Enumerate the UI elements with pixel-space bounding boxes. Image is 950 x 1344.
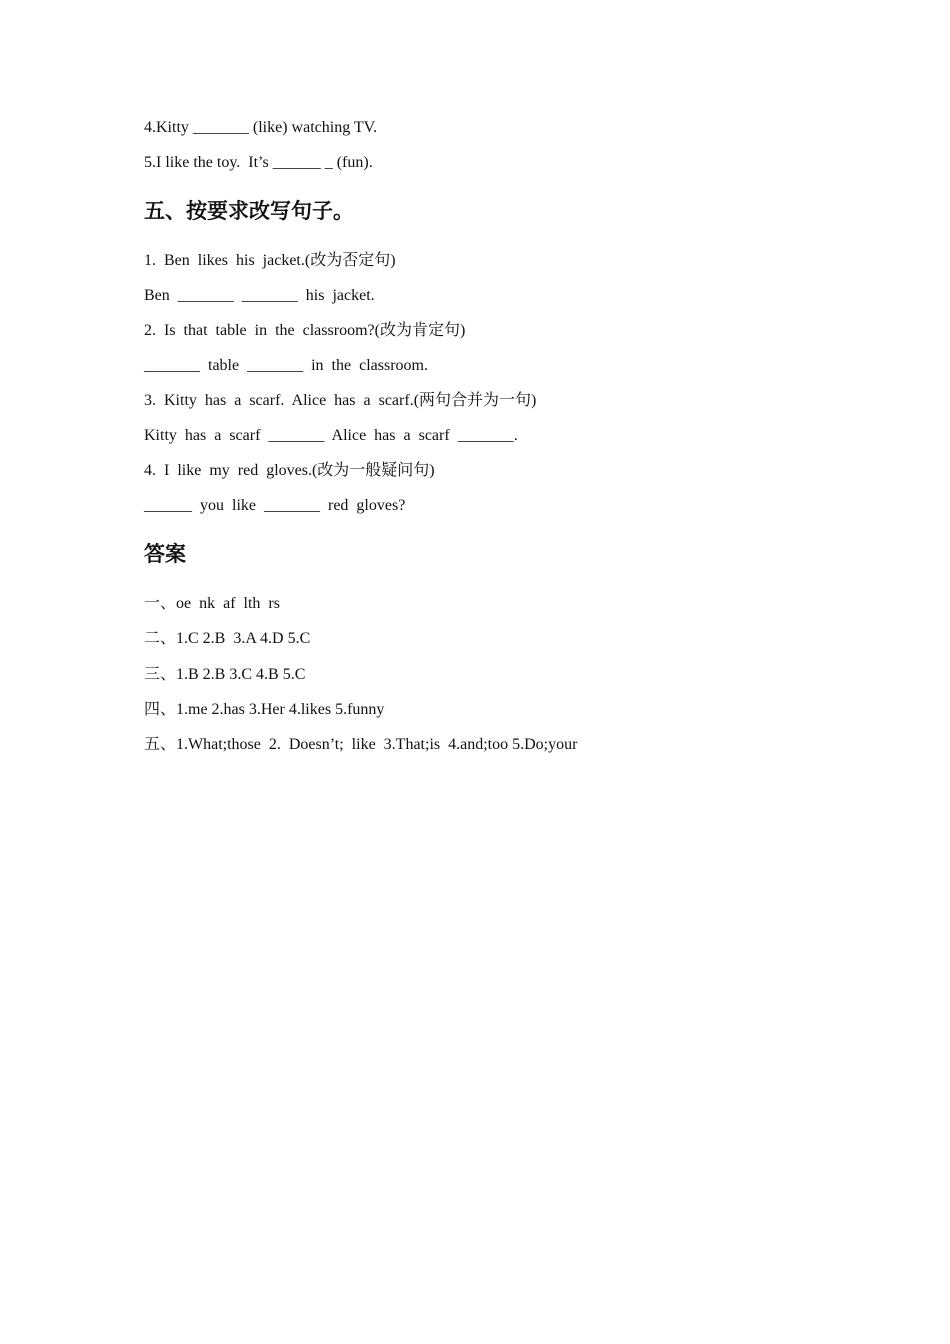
exercise-item-4: 4.Kitty _______ (like) watching TV.: [144, 119, 378, 136]
answer-key-section-1: 一、oe nk af lth rs: [144, 595, 280, 612]
rewrite-question-1: 1. Ben likes his jacket.(改为否定句): [144, 252, 396, 269]
rewrite-answer-line-4: ______ you like _______ red gloves?: [144, 497, 406, 514]
rewrite-question-4: 4. I like my red gloves.(改为一般疑问句): [144, 462, 435, 479]
rewrite-question-3: 3. Kitty has a scarf. Alice has a scarf.(两句合并为一句): [144, 392, 537, 409]
answer-key-section-3: 三、1.B 2.B 3.C 4.B 5.C: [144, 666, 306, 683]
answer-key-section-4: 四、1.me 2.has 3.Her 4.likes 5.funny: [144, 701, 385, 718]
answer-key-section-2: 二、1.C 2.B 3.A 4.D 5.C: [144, 630, 311, 647]
section-five-title: 五、按要求改写句子。: [144, 199, 354, 223]
rewrite-question-2: 2. Is that table in the classroom?(改为肯定句): [144, 322, 466, 339]
answer-key-section-5: 五、1.What;those 2. Doesn’t; like 3.That;is 4.and;too 5.Do;your: [144, 736, 578, 753]
rewrite-answer-line-2: _______ table _______ in the classroom.: [144, 357, 428, 374]
answers-title: 答案: [144, 542, 186, 566]
exercise-item-5: 5.I like the toy. It’s ______ _ (fun).: [144, 154, 373, 171]
rewrite-answer-line-3: Kitty has a scarf _______ Alice has a scarf _______.: [144, 427, 518, 444]
rewrite-answer-line-1: Ben _______ _______ his jacket.: [144, 287, 375, 304]
